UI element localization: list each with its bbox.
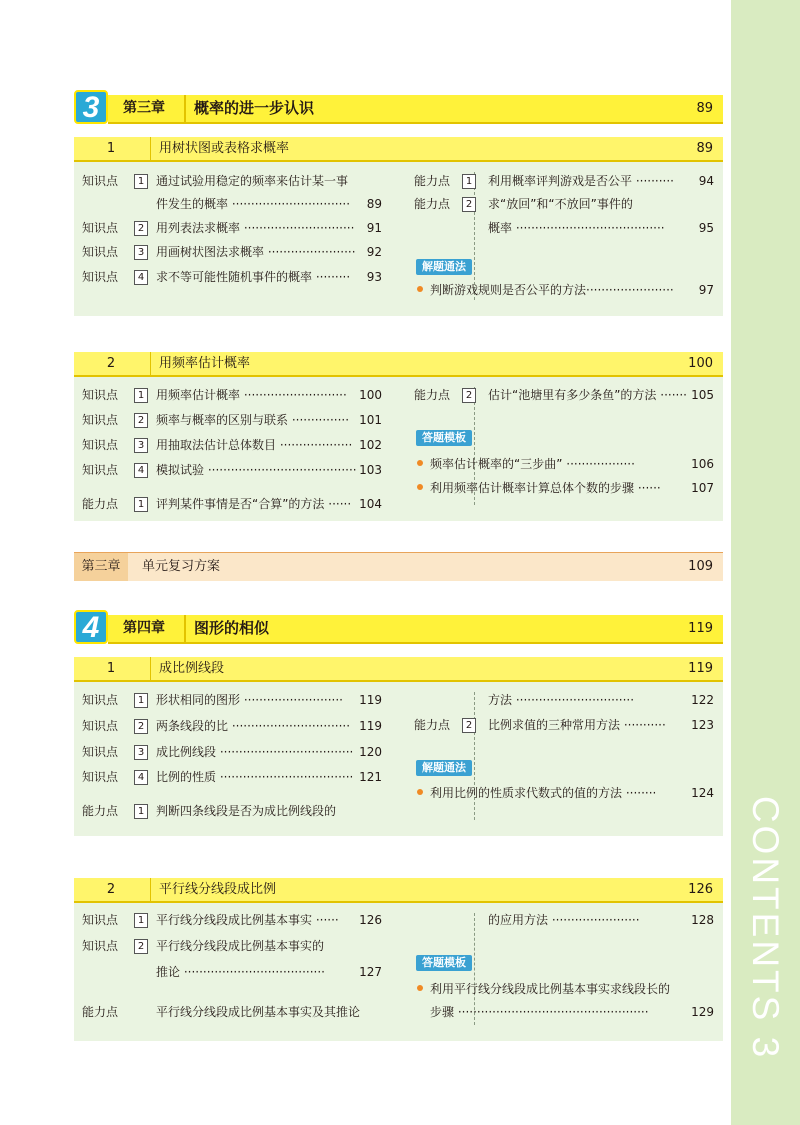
section-content-box — [74, 903, 723, 1041]
entry-page: 121 — [359, 770, 382, 784]
entry-tag: 知识点 — [82, 913, 119, 927]
entry-page: 127 — [359, 965, 382, 979]
entry-number: 2 — [134, 939, 148, 954]
entry-page: 122 — [691, 693, 714, 707]
entry-text: 的应用方法 ······················· — [488, 913, 640, 927]
toc-entry[interactable] — [82, 716, 382, 736]
entry-number: 2 — [134, 719, 148, 734]
entry-text: 求“放回”和“不放回”事件的 — [488, 197, 633, 211]
entry-tag: 能力点 — [82, 804, 119, 818]
entry-text: 利用概率评判游戏是否公平 ·········· — [488, 174, 674, 188]
entry-text: 用列表法求概率 ····························· — [156, 221, 355, 235]
entry-text: 评判某件事情是否“合算”的方法 ······ — [156, 497, 352, 511]
bullet-icon — [417, 789, 423, 795]
chapter-page: 119 — [688, 621, 713, 636]
section-title: 用树状图或表格求概率 — [150, 137, 289, 160]
entry-number: 1 — [134, 693, 148, 708]
entry-number: 4 — [134, 463, 148, 478]
entry-page: 97 — [698, 283, 714, 297]
entry-tag: 知识点 — [82, 413, 119, 427]
method-tag: 答题模板 — [416, 430, 472, 446]
entry-number: 1 — [134, 804, 148, 819]
toc-entry[interactable] — [82, 742, 382, 762]
chapter-number-badge: 4 — [74, 610, 108, 644]
entry-text: 通过试验用稳定的频率来估计某一事 — [156, 174, 349, 188]
entry-text: 概率 ······································· — [488, 221, 665, 235]
toc-entry[interactable] — [414, 690, 714, 710]
review-chapter-label: 第三章 — [74, 553, 128, 581]
toc-entry[interactable] — [414, 910, 714, 930]
section-content-box — [74, 682, 723, 836]
toc-entry[interactable] — [414, 194, 714, 214]
entry-tag: 知识点 — [82, 438, 119, 452]
entry-page: 126 — [359, 913, 382, 927]
method-entry[interactable] — [430, 454, 714, 474]
section-title: 平行线分线段成比例 — [150, 878, 276, 901]
method-tag: 答题模板 — [416, 955, 472, 971]
method-entry[interactable] — [430, 1002, 714, 1022]
section-header[interactable] — [74, 352, 723, 376]
toc-entry[interactable] — [82, 962, 382, 982]
entry-tag: 知识点 — [82, 719, 119, 733]
toc-entry[interactable] — [82, 410, 382, 430]
entry-page: 101 — [359, 413, 382, 427]
entry-tag: 知识点 — [82, 388, 119, 402]
entry-tag: 知识点 — [82, 174, 119, 188]
method-tag: 解题通法 — [416, 760, 472, 776]
entry-tag: 能力点 — [414, 388, 451, 402]
entry-text: 判断游戏规则是否公平的方法······················· — [430, 283, 674, 297]
entry-text: 频率估计概率的“三步曲” ·················· — [430, 457, 635, 471]
toc-entry[interactable] — [414, 171, 714, 191]
entry-page: 91 — [366, 221, 382, 235]
entry-text: 成比例线段 ··································· — [156, 745, 354, 759]
entry-page: 100 — [359, 388, 382, 402]
entry-page: 124 — [691, 786, 714, 800]
entry-tag: 能力点 — [414, 718, 451, 732]
entry-tag: 知识点 — [82, 245, 119, 259]
toc-entry[interactable] — [82, 1002, 382, 1022]
entry-text: 用频率估计概率 ··························· — [156, 388, 347, 402]
entry-text: 方法 ······························· — [488, 693, 635, 707]
entry-tag: 知识点 — [82, 939, 119, 953]
entry-text: 估计“池塘里有多少条鱼”的方法 ······· — [488, 388, 687, 402]
entry-tag: 知识点 — [82, 745, 119, 759]
entry-text: 利用比例的性质求代数式的值的方法 ········ — [430, 786, 657, 800]
entry-text: 求不等可能性随机事件的概率 ········· — [156, 270, 351, 284]
entry-text: 频率与概率的区别与联系 ··············· — [156, 413, 350, 427]
entry-text: 用抽取法估计总体数目 ··················· — [156, 438, 353, 452]
section-number: 2 — [106, 356, 116, 371]
contents-label: CONTENTS 3 — [745, 795, 786, 1061]
toc-entry[interactable] — [82, 690, 382, 710]
entry-page: 129 — [691, 1005, 714, 1019]
entry-text: 件发生的概率 ······························· — [156, 197, 351, 211]
bullet-icon — [417, 460, 423, 466]
entry-page: 123 — [691, 718, 714, 732]
entry-page: 120 — [359, 745, 382, 759]
entry-text: 比例的性质 ··································· — [156, 770, 354, 784]
entry-number: 1 — [134, 174, 148, 189]
bullet-icon — [417, 985, 423, 991]
section-title: 成比例线段 — [150, 657, 224, 680]
unit-review-row[interactable] — [74, 552, 723, 581]
entry-tag: 能力点 — [82, 497, 119, 511]
entry-text: 平行线分线段成比例基本事实 ······ — [156, 913, 339, 927]
entry-number: 3 — [134, 745, 148, 760]
entry-page: 92 — [366, 245, 382, 259]
section-page: 119 — [688, 661, 713, 676]
entry-number: 3 — [134, 438, 148, 453]
entry-page: 119 — [359, 693, 382, 707]
toc-entry[interactable] — [82, 267, 382, 287]
method-entry[interactable] — [430, 783, 714, 803]
section-header[interactable] — [74, 657, 723, 681]
entry-number: 4 — [134, 270, 148, 285]
entry-tag: 知识点 — [82, 221, 119, 235]
method-entry[interactable] — [430, 280, 714, 300]
bullet-icon — [417, 484, 423, 490]
entry-text: 利用平行线分线段成比例基本事实求线段长的 — [430, 982, 671, 996]
section-number: 1 — [106, 661, 116, 676]
entry-number: 2 — [462, 718, 476, 733]
section-header[interactable] — [74, 137, 723, 161]
entry-text: 两条线段的比 ······························· — [156, 719, 351, 733]
entry-text: 平行线分线段成比例基本事实的 — [156, 939, 325, 953]
section-title: 用频率估计概率 — [150, 352, 250, 375]
entry-page: 104 — [359, 497, 382, 511]
toc-entry[interactable] — [82, 194, 382, 214]
toc-entry[interactable] — [82, 385, 382, 405]
method-tag: 解题通法 — [416, 259, 472, 275]
entry-number: 2 — [134, 221, 148, 236]
entry-text: 模拟试验 ······································· — [156, 463, 357, 477]
toc-entry[interactable] — [82, 936, 382, 956]
section-number: 2 — [106, 882, 116, 897]
entry-tag: 能力点 — [82, 1005, 119, 1019]
entry-page: 107 — [691, 481, 714, 495]
section-page: 89 — [696, 141, 713, 156]
section-content-box — [74, 377, 723, 521]
section-header[interactable] — [74, 878, 723, 902]
entry-tag: 能力点 — [414, 197, 451, 211]
entry-text: 步骤 ·················································· — [430, 1005, 649, 1019]
toc-entry[interactable] — [414, 218, 714, 238]
toc-entry[interactable] — [82, 218, 382, 238]
entry-page: 89 — [366, 197, 382, 211]
entry-text: 用画树状图法求概率 ······················· — [156, 245, 356, 259]
entry-text: 判断四条线段是否为成比例线段的 — [156, 804, 337, 818]
entry-text: 形状相同的图形 ·························· — [156, 693, 343, 707]
entry-tag: 知识点 — [82, 270, 119, 284]
method-entry[interactable] — [430, 478, 714, 498]
section-content-box — [74, 162, 723, 316]
method-entry[interactable] — [430, 979, 714, 999]
section-page: 100 — [688, 356, 713, 371]
entry-tag: 知识点 — [82, 693, 119, 707]
entry-page: 103 — [359, 463, 382, 477]
entry-text: 平行线分线段成比例基本事实及其推论 — [156, 1005, 361, 1019]
toc-entry[interactable] — [82, 171, 382, 191]
chapter-title: 图形的相似 — [184, 615, 269, 642]
entry-page: 106 — [691, 457, 714, 471]
entry-text: 利用频率估计概率计算总体个数的步骤 ······ — [430, 481, 661, 495]
entry-page: 93 — [366, 270, 382, 284]
toc-entry[interactable] — [82, 460, 382, 480]
review-page: 109 — [688, 559, 713, 574]
toc-entry[interactable] — [82, 435, 382, 455]
chapter-label: 第四章 — [123, 620, 165, 636]
bullet-icon — [417, 286, 423, 292]
toc-entry[interactable] — [82, 494, 382, 514]
entry-number: 1 — [134, 388, 148, 403]
toc-entry[interactable] — [414, 715, 714, 735]
entry-number: 1 — [134, 497, 148, 512]
chapter-title: 概率的进一步认识 — [184, 95, 314, 122]
entry-number: 2 — [462, 197, 476, 212]
entry-page: 105 — [691, 388, 714, 402]
toc-entry[interactable] — [82, 767, 382, 787]
entry-number: 2 — [134, 413, 148, 428]
toc-entry[interactable] — [82, 910, 382, 930]
toc-entry[interactable] — [82, 242, 382, 262]
entry-text: 推论 ····································· — [156, 965, 325, 979]
entry-tag: 能力点 — [414, 174, 451, 188]
entry-page: 128 — [691, 913, 714, 927]
section-page: 126 — [688, 882, 713, 897]
entry-text: 比例求值的三种常用方法 ··········· — [488, 718, 666, 732]
chapter-label: 第三章 — [123, 100, 165, 116]
entry-tag: 知识点 — [82, 770, 119, 784]
entry-page: 94 — [698, 174, 714, 188]
entry-page: 102 — [359, 438, 382, 452]
entry-number: 3 — [134, 245, 148, 260]
entry-tag: 知识点 — [82, 463, 119, 477]
entry-number: 4 — [134, 770, 148, 785]
entry-number: 2 — [462, 388, 476, 403]
chapter-3-header[interactable] — [74, 90, 723, 126]
toc-entry[interactable] — [82, 801, 382, 821]
entry-page: 95 — [698, 221, 714, 235]
entry-page: 119 — [359, 719, 382, 733]
chapter-page: 89 — [696, 101, 713, 116]
entry-number: 1 — [134, 913, 148, 928]
toc-entry[interactable] — [414, 385, 714, 405]
chapter-4-header[interactable] — [74, 610, 723, 646]
entry-number: 1 — [462, 174, 476, 189]
chapter-number-badge: 3 — [74, 90, 108, 124]
section-number: 1 — [106, 141, 116, 156]
review-title: 单元复习方案 — [142, 559, 221, 574]
